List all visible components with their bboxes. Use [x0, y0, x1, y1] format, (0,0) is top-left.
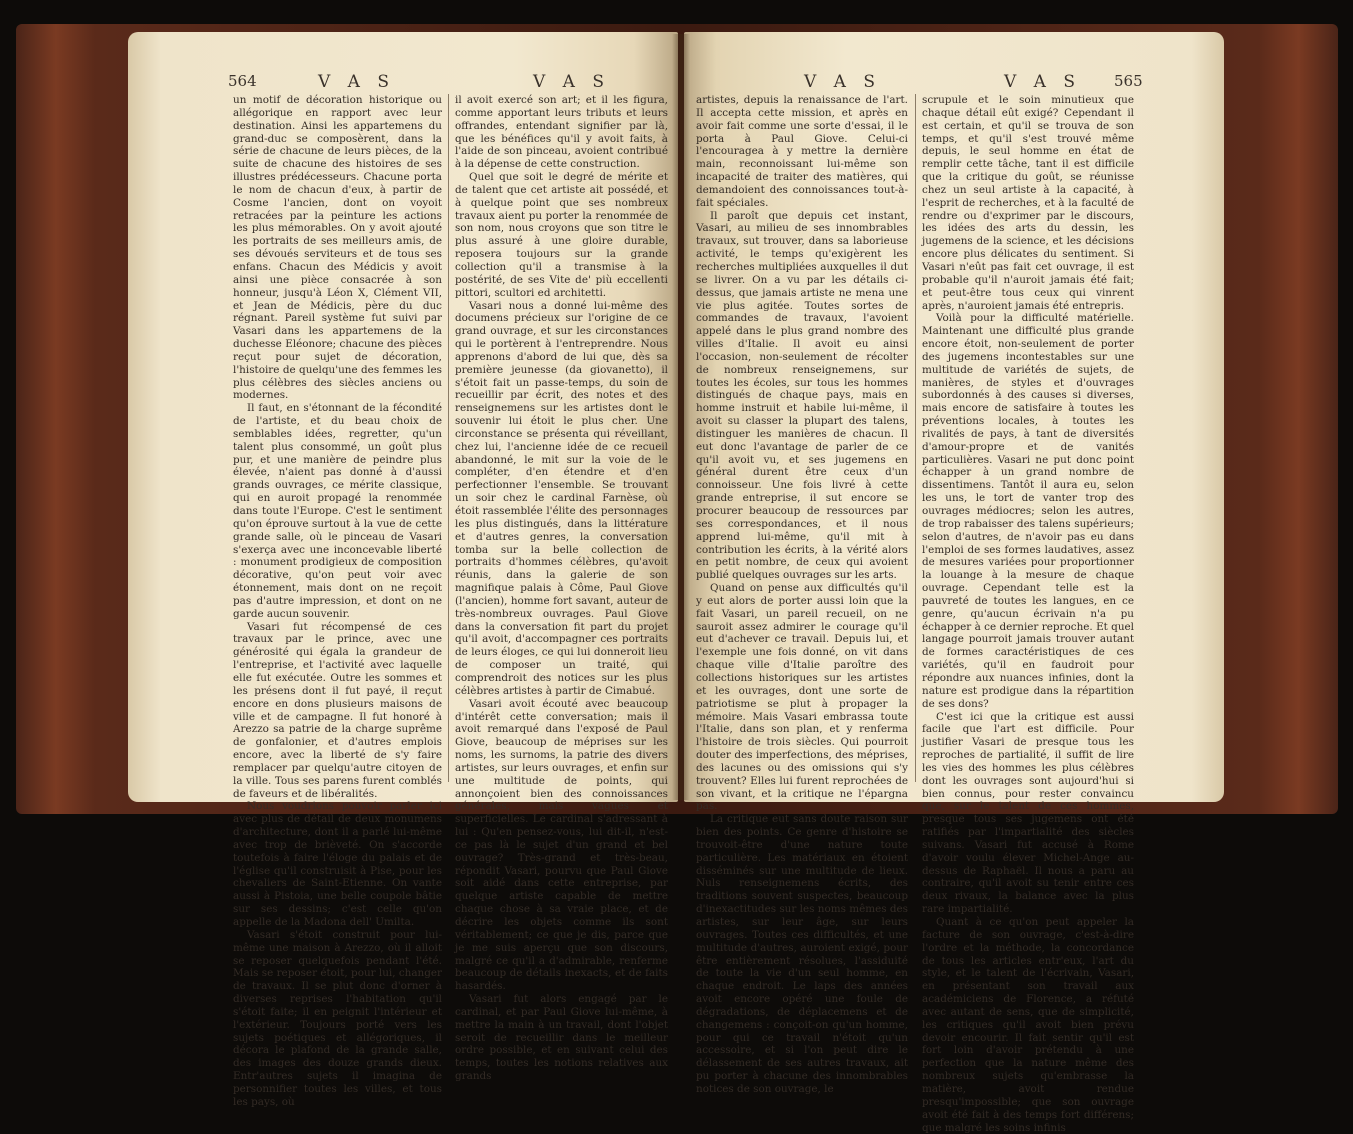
- paragraph: artistes, depuis la renaissance de l'art. Il accepta cette mission, et après en avoir fait comme une sorte d'essai, il le porta à Paul Giove. Celui-ci l'encouragea à y mettre la dernière main, reconnoissant lui-même son incapacité de traiter des matières, qui demandoient des connoissances tout-à-fait spéciales.: [696, 94, 908, 209]
- page-number-left: 564: [228, 72, 257, 90]
- paragraph: Vasari fut alors engagé par le cardinal, et par Paul Giove lui-même, à mettre la main à un travail, dont l'objet seroit de recueillir dans le meilleur ordre possible, et en suivant celui des temps, toutes les notions relatives aux grands: [455, 993, 668, 1083]
- book-gutter: [672, 34, 690, 800]
- running-head-text: V A S: [1004, 72, 1082, 92]
- text-column-left-b: [455, 94, 668, 1083]
- running-head-text: V A S: [804, 72, 882, 92]
- running-head-right-page: [684, 72, 1224, 94]
- paragraph: La critique eut sans doute raison sur bien des points. Ce genre d'histoire se trouvoit-être d'une nature toute particulière. Les matériaux en étoient disséminés sur une multitude de lieux. Nuls renseignemens écrits, des traditions souvent suspectes, beaucoup d'inexactitudes sur les noms mêmes des artistes, sur leur âge, sur leurs ouvrages. Toutes ces difficultés, et une multitude d'autres, auroient exigé, pour être entièrement résolues, l'assiduité de toute la vie d'un seul homme, en chaque endroit. Le laps des années avoit encore opéré une foule de dégradations, de déplacemens et de changemens : conçoit-on qu'un homme, pour qui ce travail n'étoit qu'un accessoire, et si l'on peut dire le délassement de ses autres travaux, ait pu porter à chacune des innombrables notices de son ouvrage, le: [696, 813, 908, 1095]
- paragraph: scrupule et le soin minutieux que chaque détail eût exigé? Cependant il est certain, et qu'il se trouva de son temps, et qu'il s'est trouvé même depuis, le seul homme en état de remplir cette tâche, tant il est difficile que la critique du goût, se réunisse chez un seul artiste à la capacité, à l'esprit de recherches, et à la faculté de rendre ou d'exprimer par le discours, les idées des arts du dessin, les jugemens de la science, et les décisions encore plus délicates du sentiment. Si Vasari n'eût pas fait cet ouvrage, il est probable qu'il n'auroit jamais été fait; et peut-être tous ceux qui vinrent après, n'auroient jamais été entrepris.: [922, 94, 1134, 312]
- text-column-right-a: [696, 94, 908, 1095]
- running-head-text: V A S: [533, 72, 611, 92]
- paragraph: C'est ici que la critique est aussi facile que l'art est difficile. Pour justifier Vasari de presque tous les reproches de partialité, il suffit de lire les vies des hommes les plus célèbres dont les ouvrages sont aujourd'hui si bien connus, pour rester convaincu que, sur le talent de ces hommes, presque tous ses jugemens ont été ratifiés par l'impartialité des siècles suivans. Vasari fut accusé à Rome d'avoir voulu élever Michel-Ange au-dessus de Raphaël. Il nous a paru au contraire, qu'il avoit su tenir entre ces deux rivaux, la balance avec la plus rare impartialité.: [922, 710, 1134, 916]
- paragraph: il avoit exercé son art; et il les figura, comme apportant leurs tributs et leurs offrandes, entendant signifier par là, que les bénéfices qu'il y avoit faits, à l'aide de son pinceau, avoient contribué à la dépense de cette construction.: [455, 94, 668, 171]
- text-column-right-b: [922, 94, 1134, 1134]
- running-head-left-page: [128, 72, 678, 94]
- paragraph: Vasari s'étoit construit pour lui-même une maison à Arezzo, où il alloit se reposer quelquefois pendant l'été. Mais se reposer étoit, pour lui, changer de travaux. Il se plut donc d'orner à diverses reprises l'habitation qu'il s'étoit faite; il en peignit l'intérieur et l'extérieur. Toujours porté vers les sujets poétiques et allégoriques, il décora le plafond de la grande salle, des images des douze grands dieux. Entr'autres sujets il imagina de personnifier toutes les villes, et tous les pays, où: [233, 928, 443, 1108]
- left-page: [128, 32, 678, 1108]
- right-page: [684, 32, 1224, 1134]
- paragraph: Il paroît que depuis cet instant, Vasari, au milieu de ses innombrables travaux, sut trouver, dans sa laborieuse activité, le temps qu'exigèrent les recherches multipliées auxquelles il dut se livrer. On a vu par les détails ci-dessus, que jamais artiste ne mena une vie plus agitée. Toutes sortes de commandes de travaux, l'avoient appelé dans le plus grand nombre des villes d'Italie. Il avoit eu ainsi l'occasion, non-seulement de récolter de nombreux renseignemens, sur toutes les écoles, sur tous les hommes distingués de chaque pays, mais en homme instruit et habile lui-même, il avoit su classer la plupart des talens, distinguer les manières de chacun. Il eut donc l'avantage de parler de ce qu'il avoit vu, et ses jugemens en général durent être ceux d'un connoisseur. Une fois livré à cette grande entreprise, il sut encore se procurer beaucoup de ressources par ses correspondances, et il nous apprend lui-même, qu'il mit à contribution les écrits, à la vérité alors en petit nombre, de ceux qui avoient publié quelques ouvrages sur les arts.: [696, 209, 908, 582]
- paragraph: Nous voudrions pouvoir parler ici avec plus de détail de deux monumens d'architecture, dont il a parlé lui-même avec trop de brièveté. On s'accorde toutefois à faire l'éloge du palais et de l'église qu'il construisit à Pise, pour les chevaliers de Saint-Etienne. On vante aussi à Pistoia, une belle coupole bâtie sur ses dessins; c'est celle qu'on appelle de la Madona dell' Umilta.: [233, 800, 442, 928]
- paragraph: Quant à ce qu'on peut appeler la facture de son ouvrage, c'est-à-dire l'ordre et la méthode, la concordance de tous les articles entr'eux, l'art du style, et le talent de l'écrivain, Vasari, en présentant son travail aux académiciens de Florence, a réfuté avec autant de sens, que de simplicité, les critiques qu'il avoit bien prévu devoir encourir. Il fait sentir qu'il est fort loin d'avoir prétendu à une perfection que la nature même des nombreux sujets qu'embrasse la matière, avoit rendue presqu'impossible; que son ouvrage avoit été fait à des temps fort différens; que malgré les soins infinis: [922, 916, 1134, 1134]
- paragraph: Quel que soit le degré de mérite et de talent que cet artiste ait possédé, et à quelque point que ses nombreux travaux aient pu porter la renommée de son nom, nous croyons que son titre le plus assuré à une gloire durable, reposera toujours sur la grande collection qu'il a transmise à la postérité, de ses Vite de' più eccellenti pittori, scultori ed architetti.: [455, 171, 668, 299]
- paragraph: Vasari fut récompensé de ces travaux par le prince, avec une générosité qui égala la grandeur de l'entreprise, et l'activité avec laquelle elle fut exécutée. Outre les sommes et les présens dont il fut payé, il reçut encore en dons plusieurs maisons de ville et de campagne. Il fut honoré à Arezzo sa patrie de la charge suprême de gonfalonier, et d'autres emplois encore, avec la liberté de s'y faire remplacer par quelqu'autre citoyen de la ville. Tous ses parens furent comblés de faveurs et de libéralités.: [233, 620, 442, 800]
- paragraph: Vasari nous a donné lui-même des documens précieux sur l'origine de ce grand ouvrage, et sur les circonstances qui le portèrent à l'entreprendre. Nous apprenons d'abord de lui que, dès sa première jeunesse (da giovanetto), il s'étoit fait un passe-temps, du soin de recueillir par écrit, des notes et des renseignemens sur les artistes dont le souvenir lui étoit le plus cher. Une circonstance se présenta qui réveillant, chez lui, l'ancienne idée de ce recueil abandonné, le mit sur la voie de le compléter, d'en étendre et d'en perfectionner l'ensemble. Se trouvant un soir chez le cardinal Farnèse, où étoit rassemblée l'élite des personnages les plus distingués, dans la littérature et d'autres genres, la conversation tomba sur la belle collection de portraits d'hommes célèbres, qu'avoit réunis, dans la galerie de son magnifique palais à Côme, Paul Giove (l'ancien), homme fort savant, auteur de très-nombreux ouvrages. Paul Giove dans la conversation fit part du projet qu'il avoit, d'accompagner ces portraits de leurs éloges, ce qui lui donneroit lieu de composer un traité, qui comprendroit des notices sur les plus célèbres artistes à partir de Cimabué.: [455, 299, 668, 697]
- paragraph: Vasari avoit écouté avec beaucoup d'intérêt cette conversation; mais il avoit remarqué dans l'exposé de Paul Giove, beaucoup de méprises sur les noms, les surnoms, la patrie des divers artistes, sur leurs ouvrages, et enfin sur une multitude de points, qui annonçoient bien des connoissances générales, mais vagues et superficielles. Le cardinal s'adressant à lui : Qu'en pensez-vous, lui dit-il, n'est-ce pas là le sujet d'un grand et bel ouvrage? Très-grand et très-beau, répondit Vasari, pourvu que Paul Giove soit aidé dans cette entreprise, par quelque artiste capable de mettre chaque chose à sa vraie place, et de décrire les objets comme ils sont véritablement; ce que je dis, parce que je me suis aperçu que son discours, malgré ce qu'il a d'admirable, renferme beaucoup de détails inexacts, et de faits hasardés.: [455, 697, 668, 993]
- page-number-right: 565: [1114, 72, 1143, 90]
- column-divider: [448, 94, 449, 782]
- paragraph: Quand on pense aux difficultés qu'il y eut alors de porter aussi loin que la fait Vasari, un pareil recueil, on ne sauroit assez admirer le courage qu'il eut d'achever ce travail. Depuis lui, et l'exemple une fois donné, on vit dans chaque ville d'Italie paroître des collections historiques sur les artistes et les ouvrages, dont une sorte de patriotisme se plut à propager la mémoire. Mais Vasari embrassa toute l'Italie, dans son plan, et y renferma l'histoire de trois siècles. Qui pourroit douter des imperfections, des méprises, des lacunes ou des omissions qui s'y trouvent? Elles lui furent reprochées de son vivant, et la critique ne l'épargna pas.: [696, 582, 908, 813]
- text-column-left-a: [233, 94, 443, 1108]
- running-head-text: V A S: [318, 72, 396, 92]
- column-divider: [915, 94, 916, 782]
- paragraph: Voilà pour la difficulté matérielle. Maintenant une difficulté plus grande encore étoit, non-seulement de porter des jugemens incontestables sur une multitude de variétés de sujets, de manières, de styles et d'ouvrages subordonnés à des causes si diverses, mais encore de satisfaire à toutes les préventions locales, à toutes les rivalités de pays, à tant de diversités d'amour-propre et de vanités particulières. Vasari ne put donc point échapper à un grand nombre de dissentimens. Tantôt il aura eu, selon les uns, le tort de vanter trop des ouvrages médiocres; selon les autres, de trop rabaisser des talens supérieurs; selon d'autres, de n'avoir pas eu dans l'emploi de ses formes laudatives, assez de mesures variées pour proportionner la louange à la mesure de chaque ouvrage. Cependant telle est la pauvreté de toutes les langues, en ce genre, qu'aucun écrivain n'a pu échapper à ce dernier reproche. Et quel langage pourroit jamais trouver autant de formes caractéristiques de ces variétés, qu'il en faudroit pour répondre aux nuances infinies, dont la nature est prodigue dans la répartition de ses dons?: [922, 312, 1134, 710]
- paragraph: un motif de décoration historique ou allégorique en rapport avec leur destination. Ainsi les appartemens du grand-duc se composèrent, dans la série de chacune de leurs pièces, de la suite de chacune des histoires de ses illustres prédécesseurs. Chacune porta le nom de chacun d'eux, à partir de Cosme l'ancien, dont on voyoit retracées par la peinture les actions les plus mémorables. On y avoit ajouté les portraits de ses meilleurs amis, de ses dévoués serviteurs et de tous ses enfans. Chacun des Médicis y avoit ainsi une pièce consacrée à son honneur, jusqu'à Léon X, Clément VII, et Jean de Médicis, père du duc régnant. Pareil système fut suivi par Vasari dans les appartemens de la duchesse Eléonore; chacune des pièces reçut pour sujet de décoration, l'histoire de quelqu'une des femmes les plus célèbres des siècles anciens ou modernes.: [233, 94, 442, 402]
- paragraph: Il faut, en s'étonnant de la fécondité de l'artiste, et du beau choix de semblables idées, regretter, qu'un talent plus consommé, un goût plus pur, et une manière de peindre plus élevée, n'aient pas donné à d'aussi grands ouvrages, ce mérite classique, qui en auroit propagé la renommée dans toute l'Europe. C'est le sentiment qu'on éprouve surtout à la vue de cette grande salle, où le pinceau de Vasari s'exerça avec une inconcevable liberté : monument prodigieux de composition décorative, qu'on peut voir avec étonnement, mais dont on ne reçoit pas d'autre impression, et dont on ne garde aucun souvenir.: [233, 402, 442, 620]
